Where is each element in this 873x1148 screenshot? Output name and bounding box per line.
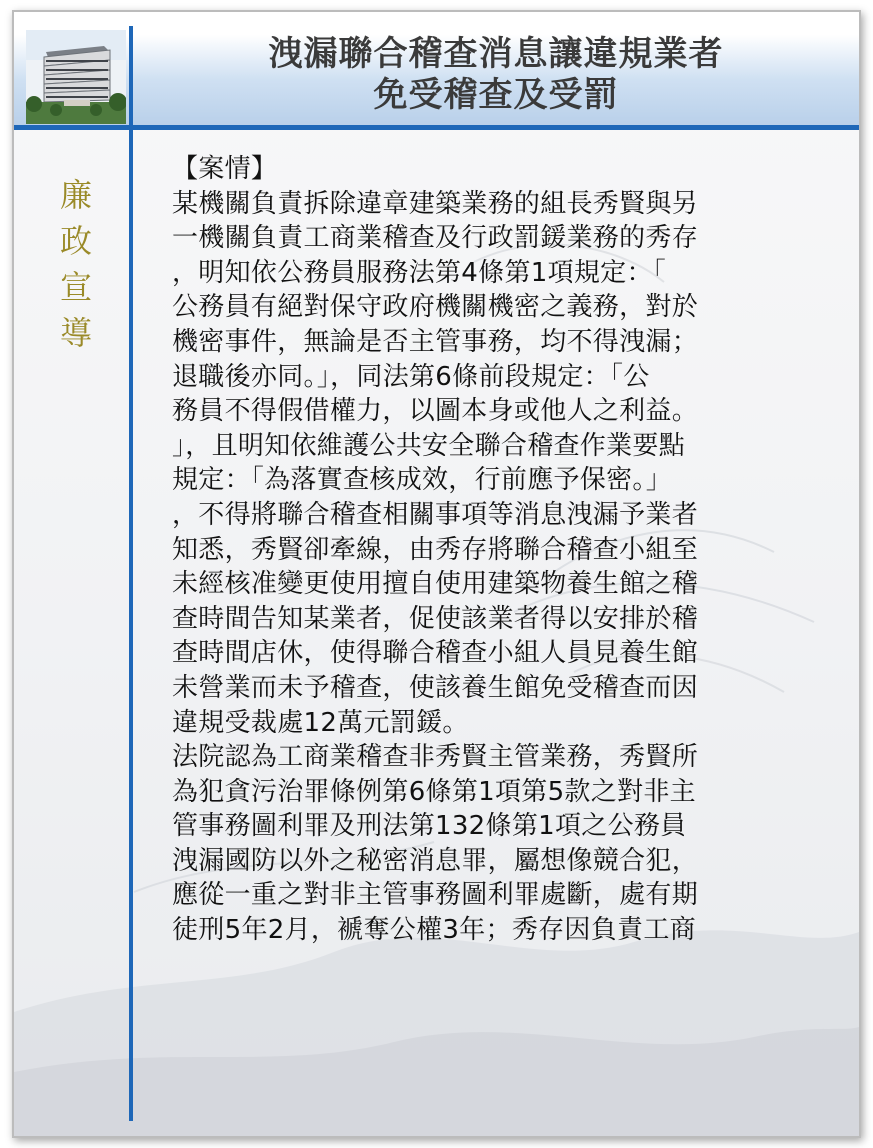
text-line: 未經核准變更使用擅自使用建築物養生館之稽 xyxy=(172,569,699,600)
section-heading: 【案情】 xyxy=(172,154,278,184)
text-line: 查時間告知某業者，促使該業者得以安排於稽 xyxy=(172,603,699,634)
case-body-text xyxy=(172,152,812,948)
side-label-char: 廉 xyxy=(59,176,92,214)
text-line: 應從一重之對非主管事務圖利罪處斷，處有期 xyxy=(172,880,699,911)
side-label-char: 導 xyxy=(59,314,92,352)
text-line: 知悉，秀賢卻牽線，由秀存將聯合稽查小組至 xyxy=(172,534,699,565)
header-divider xyxy=(14,125,859,130)
vertical-divider xyxy=(129,26,133,1121)
text-line: 徒刑5年2月，褫奪公權3年；秀存因負責工商 xyxy=(172,915,696,946)
text-line: 管事務圖利罪及刑法第132條第1項之公務員 xyxy=(172,811,687,842)
text-line: 機密事件，無論是否主管事務，均不得洩漏； xyxy=(172,326,699,357)
text-line: 洩漏國防以外之秘密消息罪，屬想像競合犯， xyxy=(172,845,699,876)
text-line: 違規受裁處12萬元罰鍰。 xyxy=(172,707,469,738)
text-line: ，不得將聯合稽查相關事項等消息洩漏予業者 xyxy=(172,499,699,530)
page-title xyxy=(140,34,852,116)
title-line-1: 洩漏聯合稽查消息讓違規業者 xyxy=(268,34,724,74)
text-line: 未營業而未予稽查，使該養生館免受稽查而因 xyxy=(172,672,699,703)
side-label-char: 政 xyxy=(59,222,92,260)
text-line: 規定：「為落實查核成效，行前應予保密。」 xyxy=(172,465,673,496)
text-line: 務員不得假借權力，以圖本身或他人之利益。 xyxy=(172,396,699,427)
text-line: 一機關負責工商業稽查及行政罰鍰業務的秀存 xyxy=(172,223,699,254)
text-line: 公務員有絕對保守政府機關機密之義務，對於 xyxy=(172,292,699,323)
text-line: 查時間店休，使得聯合稽查小組人員見養生館 xyxy=(172,638,699,669)
text-line: 為犯貪污治罪條例第6條第1項第5款之對非主 xyxy=(172,776,696,807)
text-line: 法院認為工商業稽查非秀賢主管業務，秀賢所 xyxy=(172,742,699,773)
text-line: ，明知依公務員服務法第4條第1項規定：「 xyxy=(172,257,667,288)
slide xyxy=(12,10,861,1138)
side-label xyxy=(52,172,100,356)
title-line-2: 免受稽查及受罰 xyxy=(373,75,619,115)
text-line: 」，且明知依維護公共安全聯合稽查作業要點 xyxy=(172,430,686,461)
building-logo-icon xyxy=(26,30,126,124)
text-line: 某機關負責拆除違章建築業務的組長秀賢與另 xyxy=(172,188,699,219)
text-line: 退職後亦同。」，同法第6條前段規定：「公 xyxy=(172,361,650,392)
side-label-char: 宣 xyxy=(59,268,92,306)
